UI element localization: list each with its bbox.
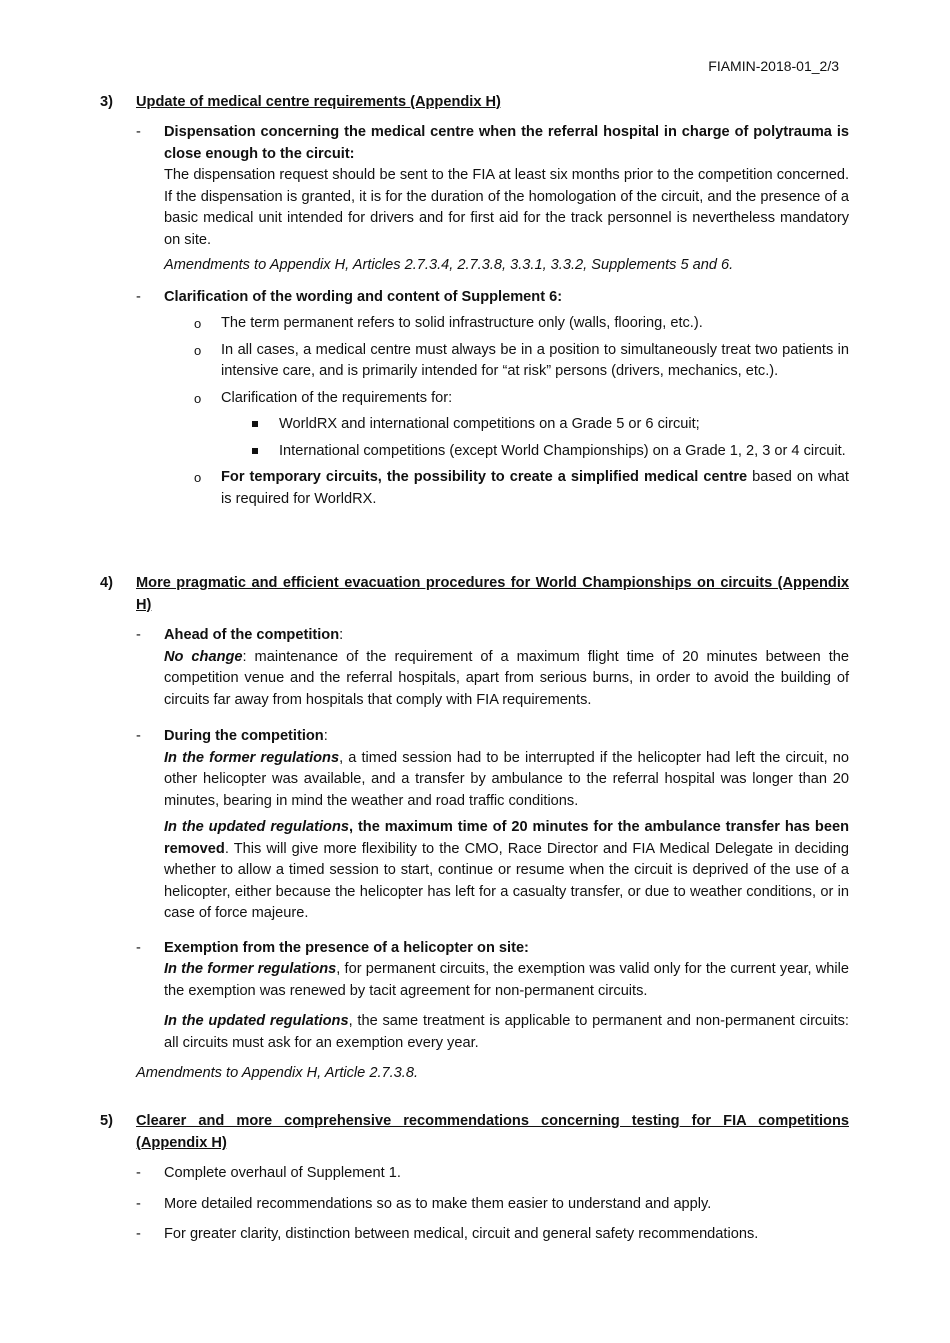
amendment-note: Amendments to Appendix H, Article 2.7.3.8. [136, 1065, 419, 1081]
item-title: During the competition [164, 728, 324, 744]
item-body [164, 647, 849, 712]
title-colon: : [323, 728, 328, 744]
square-bullet [252, 421, 258, 427]
item-body [164, 748, 849, 813]
dash-bullet: - [136, 124, 141, 140]
dash-item [100, 287, 849, 309]
dash-item [100, 1194, 849, 1216]
square-item [100, 414, 849, 436]
item-title-line [164, 726, 849, 748]
sub-item [100, 467, 849, 510]
section-number: 4) [100, 575, 113, 591]
item-body [164, 1011, 849, 1054]
square-item-text: International competitions (except World Championships) on a Grade 1, 2, 3 or 4 circuit. [279, 442, 846, 459]
square-item [100, 441, 849, 463]
sub-item-text: Clarification of the requirements for: [221, 389, 453, 406]
section-title: More pragmatic and efficient evacuation procedures for World Championships on circuits (Appendix H) [136, 575, 849, 613]
item-title: Clarification of the wording and content of Supplement 6: [164, 288, 563, 305]
item-body: The dispensation request should be sent to the FIA at least six months prior to the competition concerned. If the dispensation is granted, it is for the duration of the homologation of the circuit, and the presence of a basic medical unit intended for drivers and for first aid for the track personnel is nevertheless mandatory on site. [164, 167, 849, 248]
item-title: Ahead of the competition [164, 627, 340, 643]
dash-bullet: - [136, 288, 141, 305]
square-item-text: WorldRX and international competitions on a Grade 5 or 6 circuit; [279, 416, 700, 432]
section-4-heading [100, 572, 849, 616]
sub-item-text: In all cases, a medical centre must always be in a position to simultaneously treat two patients in intensive care, and is primarily intended for “at risk” persons (drivers, mechanics, etc.). [221, 341, 849, 379]
body-text: , a timed session had to be interrupted if the helicopter had left the circuit, no other helicopter was available, and a transfer by ambulance to the referral hospital was longer than 20 minutes, bearing in mind the weather and road traffic conditions. [164, 749, 850, 809]
sub-item [100, 388, 849, 410]
section-5 [100, 1110, 849, 1246]
circle-bullet: o [194, 470, 202, 485]
item-title: Dispensation concerning the medical centre when the referral hospital in charge of polytrauma is close enough to the circuit: [164, 124, 849, 162]
dash-item [100, 726, 849, 925]
dash-bullet: - [136, 939, 141, 956]
sub-item [100, 340, 849, 383]
item-text: For greater clarity, distinction between medical, circuit and general safety recommendations. [164, 1226, 759, 1242]
body-text: : maintenance of the requirement of a maximum flight time of 20 minutes between the competition venue and the referral hospitals, apart from serious burns, in order to avoid the building of circuits far away from hospitals that comply with FIA requirements. [164, 648, 849, 708]
document-reference: FIAMIN-2018-01_2/3 [708, 58, 839, 74]
sub-item-bold-text: For temporary circuits, the possibility to create a simplified medical centre [221, 469, 748, 485]
section-title: Clearer and more comprehensive recommendations concerning testing for FIA competitions (Appendix H) [136, 1113, 849, 1151]
section-title: Update of medical centre requirements (Appendix H) [136, 94, 501, 110]
square-bullet [252, 448, 258, 454]
emphasis-label: No change [164, 648, 243, 665]
dash-item [100, 938, 849, 1055]
emphasis-label: In the former regulations [164, 749, 340, 766]
body-text: . This will give more flexibility to the CMO, Race Director and FIA Medical Delegate in deciding whether to allow a timed session to start, continue or resume when the circuit is deprived of the use of a helicopter, either because the helicopter has left for a casualty transfer, or due to weather conditions, or in case of force majeure. [164, 840, 849, 921]
section-3 [100, 91, 849, 510]
dash-bullet: - [136, 627, 141, 643]
title-colon: : [339, 627, 344, 643]
section-5-heading [100, 1110, 849, 1154]
section-3-heading [100, 91, 849, 113]
circle-bullet: o [194, 316, 202, 331]
circle-bullet: o [194, 390, 202, 406]
circle-bullet: o [194, 342, 202, 358]
emphasis-label: In the former regulations [164, 961, 337, 977]
sub-item [100, 313, 849, 335]
amendment-note: Amendments to Appendix H, Articles 2.7.3.4, 2.7.3.8, 3.3.1, 3.3.2, Supplements 5 and 6. [164, 257, 734, 273]
dash-item [100, 122, 849, 277]
dash-item [100, 625, 849, 711]
section-number: 3) [100, 94, 113, 110]
body-text: , for permanent circuits, the exemption was valid only for the current year, while the exemption was renewed by tacit agreement for non-permanent circuits. [164, 961, 849, 999]
item-text: Complete overhaul of Supplement 1. [164, 1165, 401, 1181]
item-title-line [164, 625, 849, 647]
section-4 [100, 572, 849, 1085]
dash-item [100, 1224, 849, 1246]
item-text: More detailed recommendations so as to make them easier to understand and apply. [164, 1195, 712, 1212]
emphasis-label: In the updated regulations [164, 819, 349, 835]
item-body [164, 959, 849, 1002]
item-body [164, 817, 849, 925]
section-number: 5) [100, 1113, 113, 1129]
dash-bullet: - [136, 1165, 141, 1181]
dash-bullet: - [136, 728, 141, 744]
sub-item-text: based on what is required for WorldRX. [221, 469, 849, 507]
sub-item-text: The term permanent refers to solid infrastructure only (walls, flooring, etc.). [221, 315, 703, 331]
dash-item [100, 1163, 849, 1185]
dash-bullet: - [136, 1195, 141, 1212]
emphasis-label: In the updated regulations [164, 1013, 349, 1029]
item-title: Exemption from the presence of a helicopter on site: [164, 939, 529, 956]
body-text: , the same treatment is applicable to permanent and non-permanent circuits: all circuits must ask for an exemption every year. [164, 1013, 849, 1051]
dash-bullet: - [136, 1226, 141, 1242]
bold-text: , the maximum time of 20 minutes for the ambulance transfer has been removed [164, 819, 849, 857]
